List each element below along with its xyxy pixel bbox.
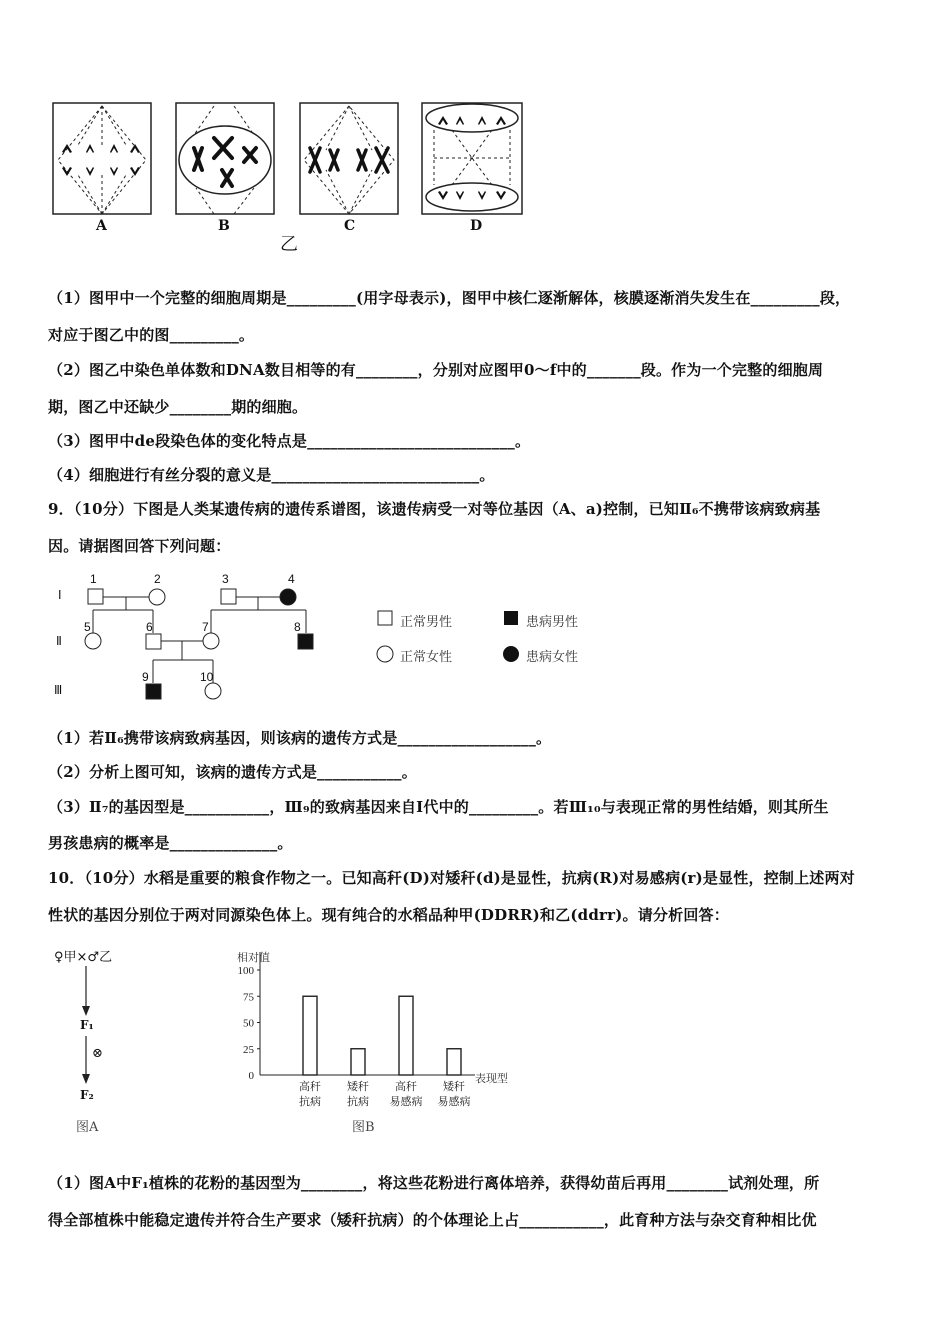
q10-stem-line1: 10．（10分）水稻是重要的粮食作物之一。已知高秆(D)对矮秆(d)是显性，抗病(R)对易感病(r)是显性，控制上述两对: [48, 869, 855, 887]
y-tick-label: 0: [248, 1070, 254, 1082]
figure-caption-yi: 乙: [280, 234, 298, 255]
q10-part1-line1: （1）图A中F₁植株的花粉的基因型为________，将这些花粉进行离体培养，获得幼苗后再用________试剂处理，所: [48, 1174, 820, 1192]
q9-part1: （1）若Ⅱ₆携带该病致病基因，则该病的遗传方式是__________________。: [48, 729, 552, 747]
q10-part1-line2: 得全部植株中能稳定遗传并符合生产要求（矮秆抗病）的个体理论上占___________，此育种方法与杂交育种相比优: [48, 1211, 817, 1229]
pedigree-id-5: 5: [84, 620, 91, 634]
q8-part2-line2: 期，图乙中还缺少________期的细胞。: [48, 398, 308, 416]
panel-b: [176, 103, 274, 214]
bar: [399, 996, 413, 1075]
y-tick-label: 50: [243, 1017, 254, 1030]
pedigree-id-2: 2: [154, 572, 161, 586]
pedigree-id-10: 10: [200, 670, 214, 684]
pedigree-individual-8: [298, 634, 313, 649]
pedigree-gen-label-2: Ⅱ: [56, 634, 62, 648]
panel-a: [53, 103, 151, 214]
q8-part1-line2: 对应于图乙中的图_________。: [48, 326, 255, 344]
q8-part4: （4）细胞进行有丝分裂的意义是___________________________。: [48, 466, 495, 484]
q9-stem-line2: 因。请据图回答下列问题：: [48, 537, 231, 555]
mitosis-panels: [48, 100, 538, 250]
q8-part1-line1: （1）图甲中一个完整的细胞周期是_________(用字母表示)，图甲中核仁逐渐解体，核膜逐渐消失发生在_________段，: [48, 289, 851, 307]
q9-part3-line2: 男孩患病的概率是______________。: [48, 834, 293, 852]
legend-normal-female: 正常女性: [400, 650, 453, 665]
pedigree-individual-7: [203, 633, 219, 649]
panel-label-b: B: [218, 218, 230, 234]
y-tick-label: 75: [243, 991, 254, 1004]
panel-c: [300, 103, 398, 214]
pedigree-id-9: 9: [142, 670, 149, 684]
q10-stem-line2: 性状的基因分别位于两对同源染色体上。现有纯合的水稻品种甲(DDRR)和乙(ddrr)。请分析回答：: [48, 906, 729, 924]
panel-d: [422, 103, 522, 214]
pedigree-individual-6: [146, 634, 161, 649]
y-tick-label: 25: [243, 1043, 254, 1056]
legend-normal-male: 正常男性: [400, 615, 453, 630]
category-label: 矮秆: [347, 1080, 369, 1093]
bar: [351, 1049, 365, 1075]
pedigree-gen-label-3: Ⅲ: [54, 683, 63, 697]
q8-part2-line1: （2）图乙中染色单体数和DNA数目相等的有________，分别对应图甲0～f中的_______段。作为一个完整的细胞周: [48, 361, 824, 379]
f1-label: F₁: [80, 1018, 94, 1032]
category-label: 易感病: [437, 1095, 471, 1108]
pedigree-gen-label-1: Ⅰ: [58, 588, 62, 602]
y-axis-label: 相对值: [237, 951, 270, 964]
pedigree-individual-10: [205, 683, 221, 699]
pedigree-id-4: 4: [288, 572, 295, 586]
pedigree-individual-3: [221, 589, 236, 604]
bar: [303, 996, 317, 1075]
pedigree-individual-9: [146, 684, 161, 699]
category-label: 高秆: [299, 1080, 321, 1093]
pedigree-individual-2: [149, 589, 165, 605]
figure-b-caption: 图B: [352, 1120, 375, 1135]
cross-label: ♀甲×♂乙: [54, 950, 113, 965]
bar: [447, 1049, 461, 1075]
q8-part3: （3）图甲中de段染色体的变化特点是___________________________。: [48, 432, 531, 450]
figure-a-caption: 图A: [76, 1120, 99, 1135]
q9-stem-line1: 9．（10分）下图是人类某遗传病的遗传系谱图，该遗传病受一对等位基因（A、a)控制，已知Ⅱ₆不携带该病致病基: [48, 500, 821, 518]
panel-label-a: A: [96, 218, 107, 234]
pedigree-individual-1: [88, 589, 103, 604]
legend-affected-female: 患病女性: [526, 650, 579, 665]
category-label: 易感病: [389, 1095, 423, 1108]
x-axis-label: 表现型: [475, 1072, 508, 1085]
pedigree-individual-4: [280, 589, 296, 605]
category-label: 抗病: [347, 1095, 369, 1108]
q9-part2: （2）分析上图可知，该病的遗传方式是___________。: [48, 763, 417, 781]
pedigree-legend-symbols: [375, 608, 535, 668]
pedigree-id-3: 3: [222, 572, 229, 586]
q9-part3-line1: （3）Ⅱ₇的基因型是___________，Ⅲ₉的致病基因来自Ⅰ代中的_________。若Ⅲ₁₀与表现正常的男性结婚，则其所生: [48, 798, 829, 816]
selfing-symbol: ⊗: [92, 1046, 103, 1061]
legend-affected-male: 患病男性: [526, 615, 579, 630]
category-label: 矮秆: [443, 1080, 465, 1093]
f2-label: F₂: [80, 1088, 94, 1102]
cross-arrows: [76, 966, 96, 1106]
pedigree-id-1: 1: [90, 572, 97, 586]
category-label: 抗病: [299, 1095, 321, 1108]
pedigree-id-6: 6: [146, 620, 153, 634]
category-label: 高秆: [395, 1080, 417, 1093]
pedigree-id-8: 8: [294, 620, 301, 634]
pedigree-id-7: 7: [202, 620, 209, 634]
pedigree-individual-5: [85, 633, 101, 649]
panel-label-c: C: [344, 218, 356, 234]
panel-label-d: D: [470, 218, 483, 234]
y-tick-label: 100: [237, 965, 254, 977]
